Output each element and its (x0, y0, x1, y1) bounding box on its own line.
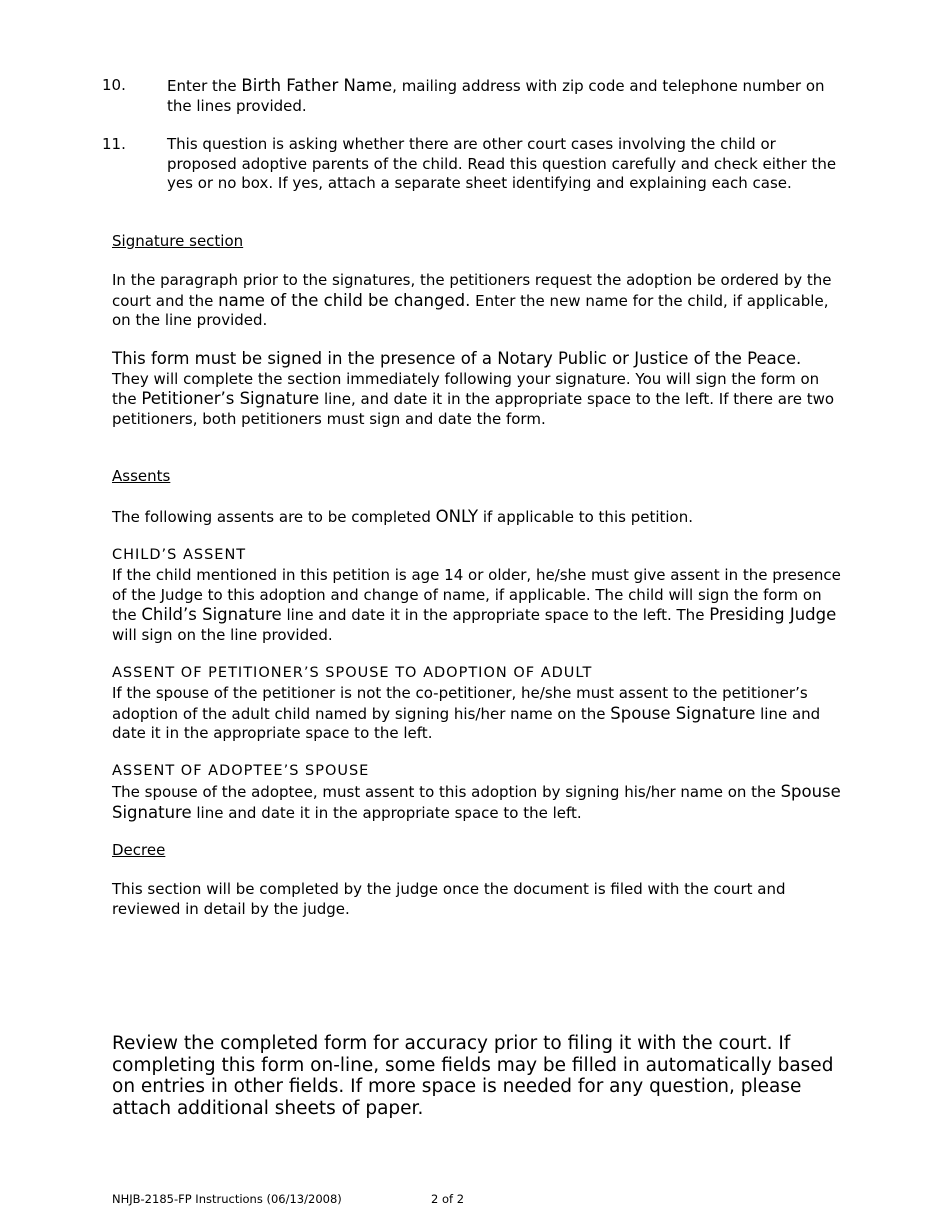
paragraph-segment: line and date it in the appropriate space to the left. The (281, 606, 710, 625)
paragraph-segment: if applicable to this petition. (478, 508, 693, 526)
childs-assent-title: CHILD’S ASSENT (112, 547, 247, 563)
adoptee-spouse-assent-title: ASSENT OF ADOPTEE’S SPOUSE (112, 763, 370, 779)
item-text-segment: , mailing address with zip code and telephone number on the lines provided. (167, 77, 825, 115)
item-number: 10. (102, 76, 126, 94)
petitioner-spouse-assent-text (112, 684, 842, 744)
paragraph-segment: In the paragraph prior to the signatures, the petitioners request the adoption be ordered by the court and the (112, 271, 832, 310)
item-10-text (167, 76, 847, 116)
item-11-text: This question is asking whether there are other court cases involving the child or proposed adoptive parents of the child. Read this question carefully and check either the yes or no box. If yes, attach a separate sheet identifying and explaining each case. (167, 135, 837, 193)
assents-intro (112, 507, 842, 528)
paragraph-segment: line and date it in the appropriate space to the left. (112, 704, 821, 743)
signature-paragraph-2 (112, 349, 842, 429)
emphasized-term: This form must be signed in the presence of a Notary Public or Justice of the Peace. (112, 349, 802, 368)
decree-text: This section will be completed by the judge once the document is filed with the court and reviewed in detail by the judge. (112, 880, 786, 918)
paragraph-segment: They will complete the section immediately following your signature. You will sign the form on the (112, 369, 820, 409)
paragraph-segment: Enter the new name for the child, if applicable, on the line provided. (112, 291, 829, 330)
paragraph-segment: will sign on the line provided. (112, 625, 333, 644)
paragraph-segment: If the child mentioned in this petition is age 14 or older, he/she must give assent in the presence of the Judge to this adoption and change of name, if applicable. The child will sign the form on the (112, 566, 841, 625)
emphasized-term: Petitioner’s Signature (141, 389, 320, 409)
emphasized-term: Child’s Signature (141, 605, 282, 625)
footer-page-number: 2 of 2 (431, 1192, 465, 1206)
childs-assent-text (112, 566, 842, 645)
signature-section-heading: Signature section (112, 232, 244, 250)
petitioner-spouse-assent-title: ASSENT OF PETITIONER’S SPOUSE TO ADOPTION OF ADULT (112, 665, 593, 681)
paragraph-segment: line and date it in the appropriate space to the left. (191, 803, 582, 822)
paragraph-segment: The spouse of the adoptee, must assent to this adoption by signing his/her name on the (112, 783, 781, 801)
emphasized-term: ONLY (435, 507, 479, 526)
footer-form-id: NHJB-2185-FP Instructions (06/13/2008) (112, 1192, 342, 1206)
assents-heading: Assents (112, 467, 171, 485)
emphasized-term: Presiding Judge (709, 605, 837, 625)
signature-paragraph-1 (112, 271, 842, 331)
emphasized-term: Spouse Signature (112, 782, 841, 822)
review-notice: Review the completed form for accuracy prior to filing it with the court. If completing this form on-line, some fields may be filled in automatically based on entries in other fields. If more space is needed for any question, please attach additional sheets of paper. (112, 1033, 834, 1119)
paragraph-segment: line, and date it in the appropriate space to the left. If there are two petitioners, both petitioners must sign and date the form. (112, 390, 835, 428)
item-number: 11. (102, 135, 126, 153)
emphasized-term: Birth Father Name (241, 76, 393, 95)
paragraph-segment: If the spouse of the petitioner is not the co-petitioner, he/she must assent to the petitioner’s adoption of the adult child named by signing his/her name on the (112, 684, 808, 723)
decree-heading: Decree (112, 841, 166, 859)
item-text-segment: Enter the (167, 77, 242, 95)
adoptee-spouse-assent-text (112, 782, 842, 823)
emphasized-term: name of the child be changed. (218, 290, 471, 310)
emphasized-term: Spouse Signature (610, 703, 756, 723)
paragraph-segment: The following assents are to be completed (112, 508, 436, 526)
